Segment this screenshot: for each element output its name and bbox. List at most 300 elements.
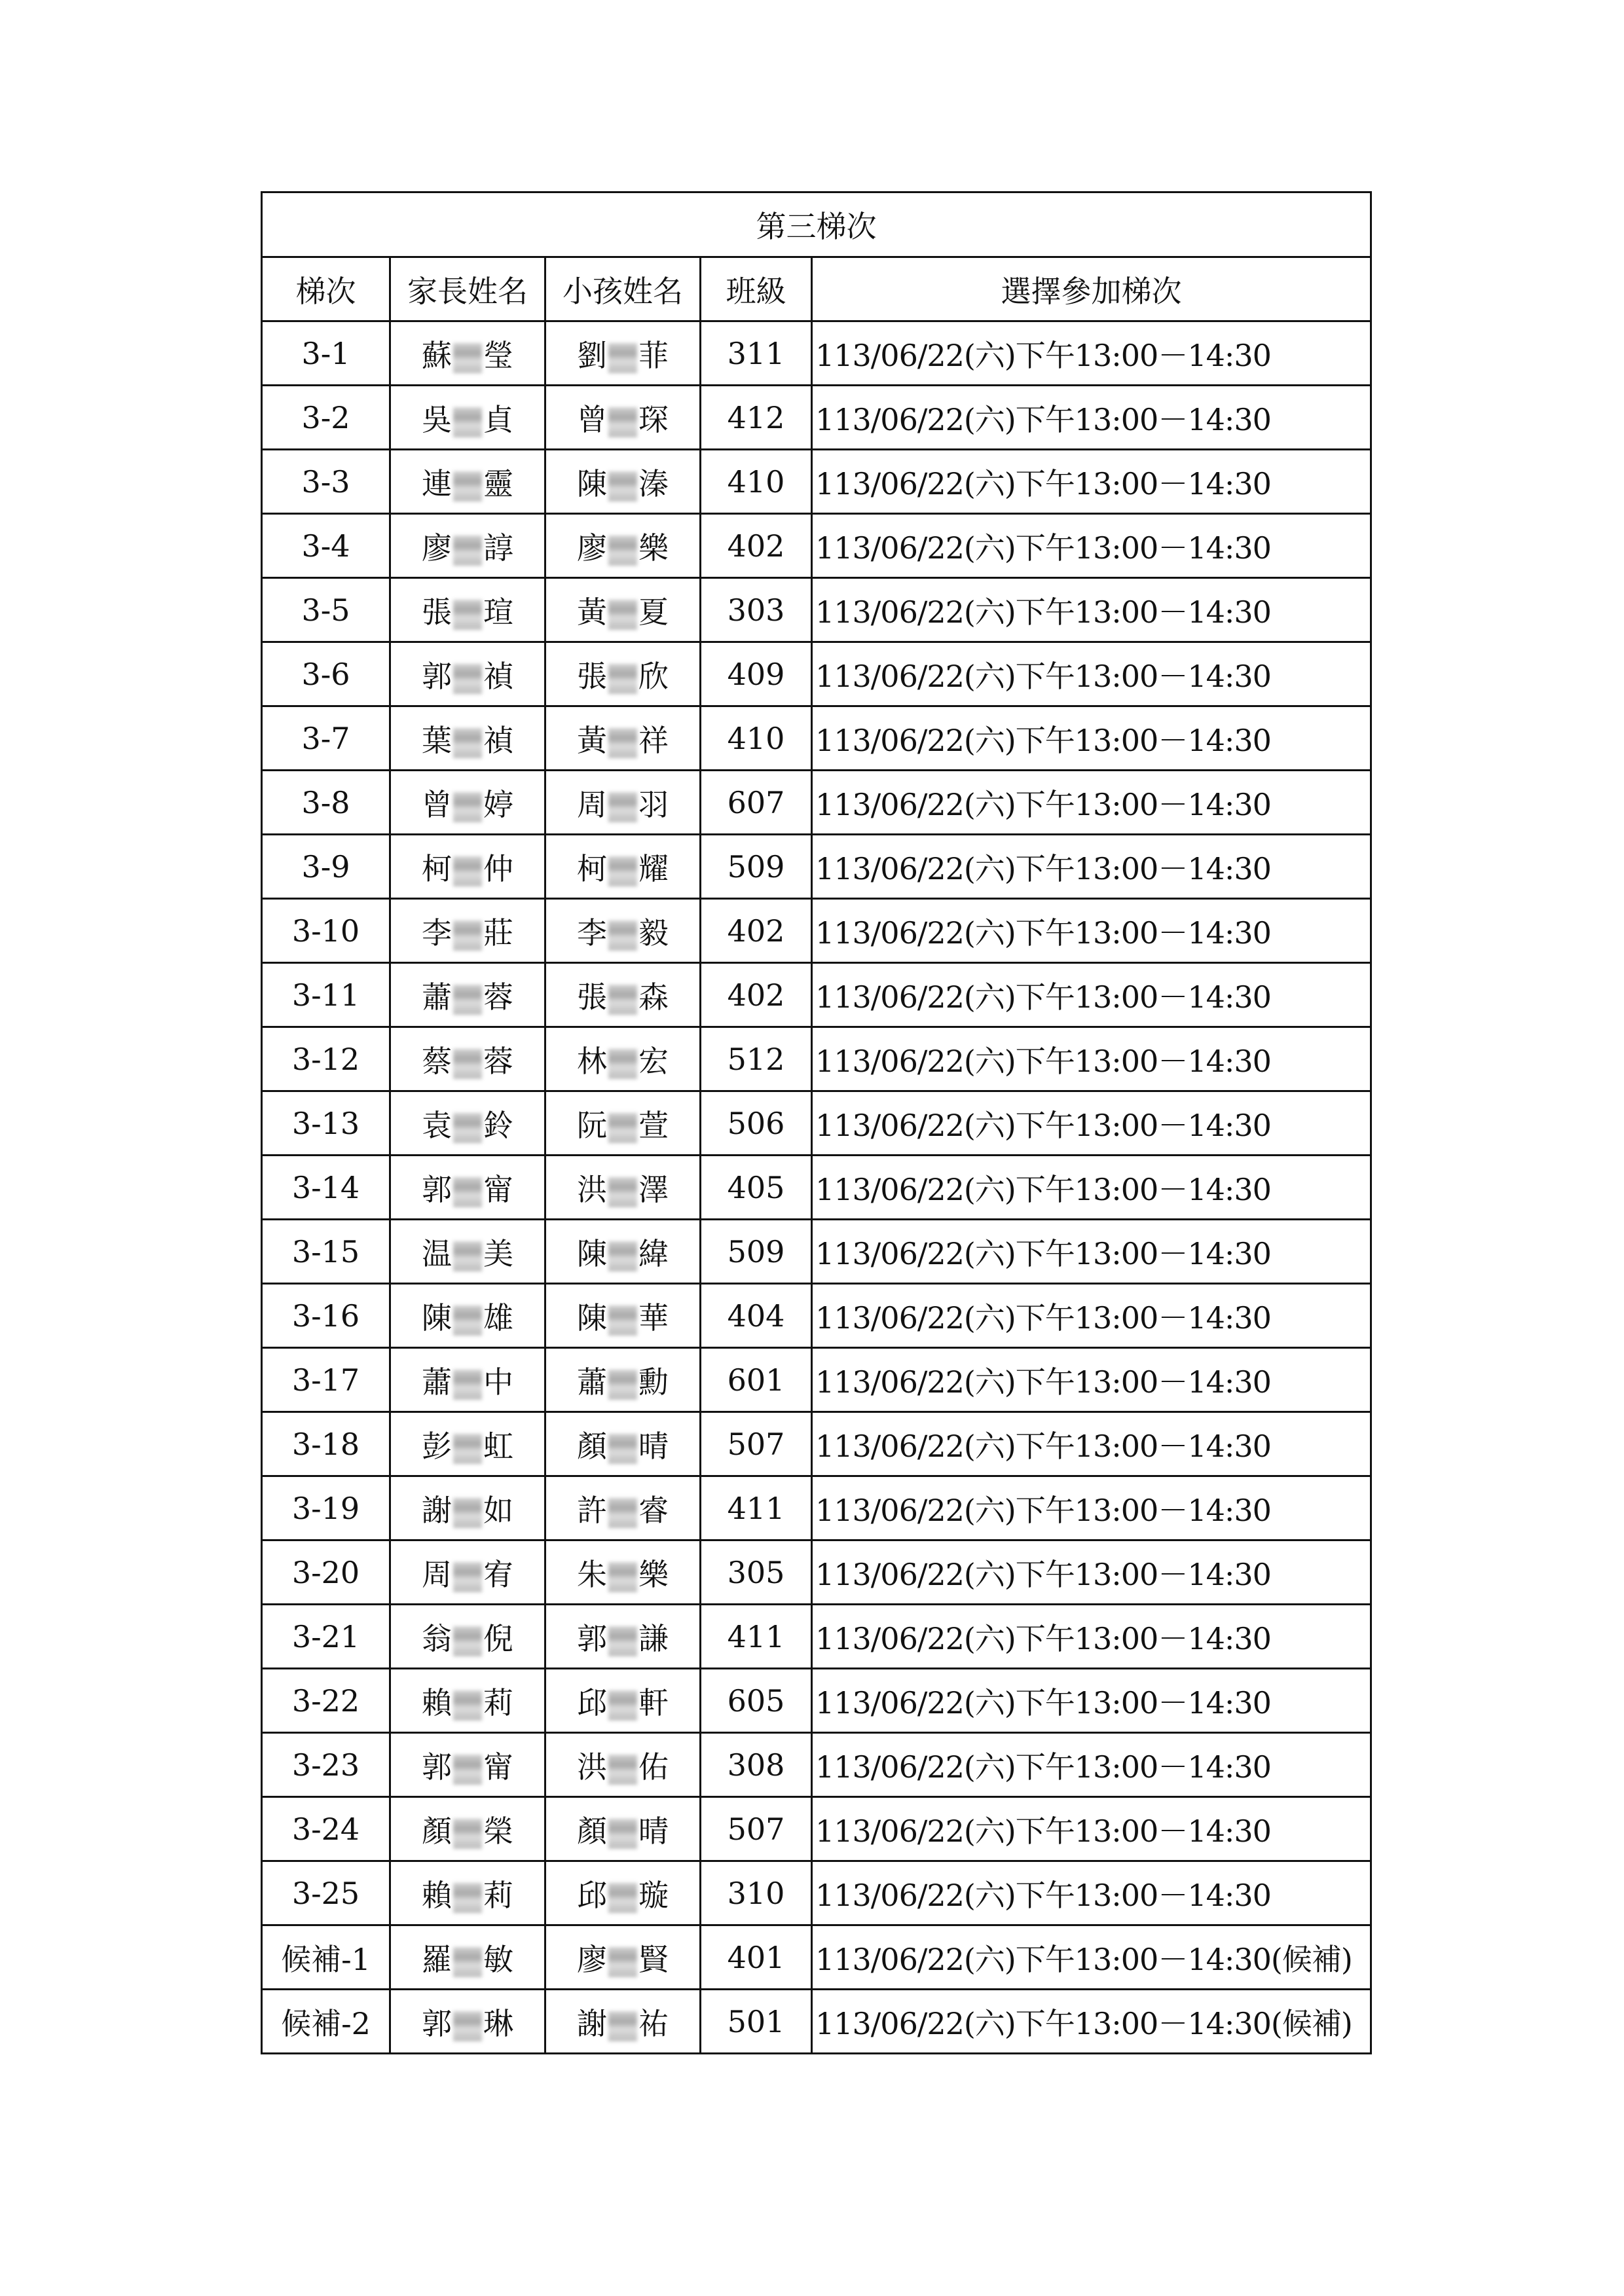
batch-id-cell: 3-19 — [262, 1476, 390, 1540]
redacted-character — [453, 471, 482, 501]
batch-id-cell: 3-20 — [262, 1540, 390, 1605]
parent-name-cell — [390, 321, 545, 386]
given-name-last-char: 祥 — [638, 722, 669, 758]
class-cell: 501 — [701, 1990, 812, 2054]
redacted-character — [453, 1049, 482, 1079]
child-name-cell — [545, 578, 701, 642]
parent-name-cell — [390, 1412, 545, 1476]
parent-name-cell — [390, 1797, 545, 1861]
parent-name-cell — [390, 963, 545, 1027]
title-row — [262, 192, 1371, 257]
class-cell: 410 — [701, 706, 812, 771]
redacted-character — [608, 856, 637, 886]
session-cell: 113/06/22(六)下午13:00－14:30 — [812, 835, 1371, 899]
surname: 顏 — [422, 1813, 452, 1849]
redacted-character — [608, 1498, 637, 1528]
batch-id-cell: 3-2 — [262, 386, 390, 450]
class-cell: 412 — [701, 386, 812, 450]
parent-name-cell — [390, 899, 545, 963]
child-name-cell — [545, 1669, 701, 1733]
surname: 張 — [577, 658, 607, 694]
redacted-character — [608, 985, 637, 1015]
session-cell: 113/06/22(六)下午13:00－14:30 — [812, 1284, 1371, 1348]
redacted-character — [608, 343, 637, 373]
surname: 邱 — [577, 1685, 607, 1721]
table-row — [262, 1990, 1371, 2054]
table-row — [262, 514, 1371, 578]
parent-name-cell — [390, 1669, 545, 1733]
given-name-last-char: 莉 — [483, 1685, 513, 1721]
surname: 邱 — [577, 1877, 607, 1913]
parent-name-cell — [390, 1605, 545, 1669]
table-row — [262, 963, 1371, 1027]
redacted-character — [453, 2011, 482, 2041]
batch-id-cell: 3-17 — [262, 1348, 390, 1412]
redacted-character — [453, 1305, 482, 1336]
surname: 張 — [577, 979, 607, 1015]
surname: 林 — [577, 1043, 607, 1079]
table-title: 第三梯次 — [262, 192, 1371, 257]
given-name-last-char: 鈴 — [483, 1107, 513, 1143]
table-row — [262, 1540, 1371, 1605]
child-name-cell — [545, 1412, 701, 1476]
surname: 黃 — [577, 594, 607, 630]
class-cell: 509 — [701, 835, 812, 899]
surname: 廖 — [577, 1941, 607, 1977]
parent-name-cell — [390, 1156, 545, 1220]
child-name-cell — [545, 1861, 701, 1925]
surname: 李 — [577, 915, 607, 951]
given-name-last-char: 緯 — [638, 1235, 669, 1271]
surname: 賴 — [422, 1685, 452, 1721]
parent-name-cell — [390, 835, 545, 899]
table-row — [262, 1861, 1371, 1925]
parent-name-cell — [390, 1284, 545, 1348]
redacted-character — [608, 792, 637, 822]
class-cell: 601 — [701, 1348, 812, 1412]
given-name-last-char: 華 — [638, 1300, 669, 1336]
surname: 黃 — [577, 722, 607, 758]
surname: 羅 — [422, 1941, 452, 1977]
table-row — [262, 386, 1371, 450]
batch-id-cell: 3-16 — [262, 1284, 390, 1348]
surname: 謝 — [422, 1492, 452, 1528]
redacted-character — [608, 2011, 637, 2041]
given-name-last-char: 森 — [638, 979, 669, 1015]
parent-name-cell — [390, 1540, 545, 1605]
session-cell: 113/06/22(六)下午13:00－14:30 — [812, 1412, 1371, 1476]
batch-id-cell: 3-21 — [262, 1605, 390, 1669]
table-body — [262, 321, 1371, 2054]
surname: 吳 — [422, 401, 452, 437]
child-name-cell — [545, 1027, 701, 1091]
parent-name-cell — [390, 1027, 545, 1091]
child-name-cell — [545, 1476, 701, 1540]
class-cell: 509 — [701, 1220, 812, 1284]
child-name-cell — [545, 1925, 701, 1990]
parent-name-cell — [390, 386, 545, 450]
class-cell: 607 — [701, 771, 812, 835]
session-cell: 113/06/22(六)下午13:00－14:30 — [812, 1156, 1371, 1220]
given-name-last-char: 禎 — [483, 722, 513, 758]
class-cell: 409 — [701, 642, 812, 706]
redacted-character — [453, 1113, 482, 1143]
given-name-last-char: 琳 — [483, 2005, 513, 2041]
surname: 郭 — [422, 1749, 452, 1785]
given-name-last-char: 夏 — [638, 594, 669, 630]
given-name-last-char: 蓉 — [483, 979, 513, 1015]
redacted-character — [608, 1049, 637, 1079]
header-child-name: 小孩姓名 — [545, 257, 701, 321]
given-name-last-char: 敏 — [483, 1941, 513, 1977]
given-name-last-char: 謙 — [638, 1620, 669, 1656]
surname: 蕭 — [577, 1364, 607, 1400]
session-cell: 113/06/22(六)下午13:00－14:30 — [812, 578, 1371, 642]
parent-name-cell — [390, 1476, 545, 1540]
session-cell: 113/06/22(六)下午13:00－14:30 — [812, 642, 1371, 706]
surname: 翁 — [422, 1620, 452, 1656]
given-name-last-char: 瑄 — [483, 594, 513, 630]
surname: 郭 — [422, 1171, 452, 1207]
child-name-cell — [545, 642, 701, 706]
redacted-character — [608, 1177, 637, 1207]
batch-id-cell: 3-9 — [262, 835, 390, 899]
given-name-last-char: 甯 — [483, 1749, 513, 1785]
child-name-cell — [545, 386, 701, 450]
parent-name-cell — [390, 1220, 545, 1284]
class-cell: 401 — [701, 1925, 812, 1990]
parent-name-cell — [390, 450, 545, 514]
schedule-table — [261, 191, 1372, 2054]
given-name-last-char: 晴 — [638, 1813, 669, 1849]
redacted-character — [453, 1755, 482, 1785]
session-cell: 113/06/22(六)下午13:00－14:30 — [812, 1348, 1371, 1412]
surname: 陳 — [577, 1235, 607, 1271]
session-cell: 113/06/22(六)下午13:00－14:30 — [812, 1220, 1371, 1284]
redacted-character — [453, 1370, 482, 1400]
child-name-cell — [545, 1797, 701, 1861]
given-name-last-char: 晴 — [638, 1428, 669, 1464]
header-batch: 梯次 — [262, 257, 390, 321]
batch-id-cell: 3-18 — [262, 1412, 390, 1476]
redacted-character — [608, 1305, 637, 1336]
redacted-character — [453, 407, 482, 437]
table-row — [262, 1091, 1371, 1156]
class-cell: 506 — [701, 1091, 812, 1156]
child-name-cell — [545, 1091, 701, 1156]
table-row — [262, 771, 1371, 835]
given-name-last-char: 琛 — [638, 401, 669, 437]
parent-name-cell — [390, 578, 545, 642]
child-name-cell — [545, 1540, 701, 1605]
parent-name-cell — [390, 1990, 545, 2054]
redacted-character — [453, 664, 482, 694]
parent-name-cell — [390, 1861, 545, 1925]
class-cell: 310 — [701, 1861, 812, 1925]
session-cell: 113/06/22(六)下午13:00－14:30 — [812, 1091, 1371, 1156]
child-name-cell — [545, 321, 701, 386]
table-row — [262, 1348, 1371, 1412]
redacted-character — [608, 1626, 637, 1656]
child-name-cell — [545, 1284, 701, 1348]
table-row — [262, 899, 1371, 963]
redacted-character — [608, 1113, 637, 1143]
surname: 蕭 — [422, 979, 452, 1015]
surname: 蔡 — [422, 1043, 452, 1079]
table-row — [262, 578, 1371, 642]
batch-id-cell: 3-23 — [262, 1733, 390, 1797]
given-name-last-char: 樂 — [638, 1556, 669, 1592]
batch-id-cell: 3-14 — [262, 1156, 390, 1220]
parent-name-cell — [390, 642, 545, 706]
redacted-character — [608, 664, 637, 694]
table-row — [262, 1925, 1371, 1990]
surname: 周 — [422, 1556, 452, 1592]
surname: 彭 — [422, 1428, 452, 1464]
table-row — [262, 321, 1371, 386]
surname: 蘇 — [422, 337, 452, 373]
child-name-cell — [545, 899, 701, 963]
surname: 郭 — [422, 658, 452, 694]
redacted-character — [608, 1755, 637, 1785]
given-name-last-char: 莊 — [483, 915, 513, 951]
given-name-last-char: 毅 — [638, 915, 669, 951]
redacted-character — [608, 536, 637, 566]
redacted-character — [453, 1626, 482, 1656]
batch-id-cell: 3-25 — [262, 1861, 390, 1925]
redacted-character — [608, 1819, 637, 1849]
child-name-cell — [545, 1733, 701, 1797]
class-cell: 402 — [701, 963, 812, 1027]
given-name-last-char: 榮 — [483, 1813, 513, 1849]
given-name-last-char: 宏 — [638, 1043, 669, 1079]
class-cell: 308 — [701, 1733, 812, 1797]
redacted-character — [453, 856, 482, 886]
surname: 顏 — [577, 1813, 607, 1849]
batch-id-cell: 3-4 — [262, 514, 390, 578]
class-cell: 402 — [701, 899, 812, 963]
table-row — [262, 450, 1371, 514]
redacted-character — [453, 536, 482, 566]
given-name-last-char: 羽 — [638, 786, 669, 822]
given-name-last-char: 甯 — [483, 1171, 513, 1207]
given-name-last-char: 倪 — [483, 1620, 513, 1656]
parent-name-cell — [390, 706, 545, 771]
surname: 許 — [577, 1492, 607, 1528]
child-name-cell — [545, 450, 701, 514]
child-name-cell — [545, 1605, 701, 1669]
batch-id-cell: 3-22 — [262, 1669, 390, 1733]
batch-id-cell: 3-11 — [262, 963, 390, 1027]
class-cell: 411 — [701, 1605, 812, 1669]
given-name-last-char: 仲 — [483, 850, 513, 886]
class-cell: 507 — [701, 1797, 812, 1861]
surname: 李 — [422, 915, 452, 951]
table-row — [262, 706, 1371, 771]
table-row — [262, 1156, 1371, 1220]
redacted-character — [608, 600, 637, 630]
session-cell: 113/06/22(六)下午13:00－14:30 — [812, 386, 1371, 450]
surname: 謝 — [577, 2005, 607, 2041]
parent-name-cell — [390, 1091, 545, 1156]
parent-name-cell — [390, 771, 545, 835]
session-cell: 113/06/22(六)下午13:00－14:30 — [812, 1540, 1371, 1605]
header-class: 班級 — [701, 257, 812, 321]
given-name-last-char: 諄 — [483, 530, 513, 566]
class-cell: 411 — [701, 1476, 812, 1540]
child-name-cell — [545, 706, 701, 771]
child-name-cell — [545, 514, 701, 578]
child-name-cell — [545, 1220, 701, 1284]
redacted-character — [453, 920, 482, 951]
surname: 周 — [577, 786, 607, 822]
table-row — [262, 1284, 1371, 1348]
given-name-last-char: 佑 — [638, 1749, 669, 1785]
redacted-character — [453, 728, 482, 758]
session-cell: 113/06/22(六)下午13:00－14:30 — [812, 1605, 1371, 1669]
surname: 蕭 — [422, 1364, 452, 1400]
redacted-character — [608, 1241, 637, 1271]
table-row — [262, 1412, 1371, 1476]
parent-name-cell — [390, 1925, 545, 1990]
surname: 洪 — [577, 1749, 607, 1785]
given-name-last-char: 莉 — [483, 1877, 513, 1913]
session-cell: 113/06/22(六)下午13:00－14:30 — [812, 321, 1371, 386]
redacted-character — [453, 1241, 482, 1271]
child-name-cell — [545, 1156, 701, 1220]
session-cell: 113/06/22(六)下午13:00－14:30 — [812, 706, 1371, 771]
session-cell: 113/06/22(六)下午13:00－14:30 — [812, 899, 1371, 963]
redacted-character — [608, 920, 637, 951]
surname: 張 — [422, 594, 452, 630]
batch-id-cell: 3-10 — [262, 899, 390, 963]
surname: 曾 — [422, 786, 452, 822]
batch-id-cell: 3-24 — [262, 1797, 390, 1861]
redacted-character — [608, 1947, 637, 1977]
redacted-character — [453, 1498, 482, 1528]
surname: 温 — [422, 1235, 452, 1271]
table-row — [262, 1027, 1371, 1091]
session-cell: 113/06/22(六)下午13:00－14:30 — [812, 514, 1371, 578]
given-name-last-char: 欣 — [638, 658, 669, 694]
session-cell: 113/06/22(六)下午13:00－14:30 — [812, 1027, 1371, 1091]
child-name-cell — [545, 963, 701, 1027]
class-cell: 512 — [701, 1027, 812, 1091]
redacted-character — [608, 471, 637, 501]
surname: 洪 — [577, 1171, 607, 1207]
child-name-cell — [545, 771, 701, 835]
given-name-last-char: 貞 — [483, 401, 513, 437]
batch-id-cell: 3-1 — [262, 321, 390, 386]
header-parent-name: 家長姓名 — [390, 257, 545, 321]
redacted-character — [608, 1434, 637, 1464]
batch-id-cell: 3-13 — [262, 1091, 390, 1156]
surname: 柯 — [577, 850, 607, 886]
redacted-character — [453, 343, 482, 373]
given-name-last-char: 睿 — [638, 1492, 669, 1528]
table-row — [262, 835, 1371, 899]
batch-id-cell: 3-8 — [262, 771, 390, 835]
surname: 阮 — [577, 1107, 607, 1143]
redacted-character — [453, 1177, 482, 1207]
child-name-cell — [545, 1348, 701, 1412]
parent-name-cell — [390, 1348, 545, 1412]
class-cell: 311 — [701, 321, 812, 386]
redacted-character — [608, 1883, 637, 1913]
batch-id-cell: 3-5 — [262, 578, 390, 642]
table-row — [262, 642, 1371, 706]
header-selected-session: 選擇參加梯次 — [812, 257, 1371, 321]
class-cell: 410 — [701, 450, 812, 514]
table-row — [262, 1797, 1371, 1861]
redacted-character — [453, 1434, 482, 1464]
redacted-character — [608, 728, 637, 758]
given-name-last-char: 靈 — [483, 465, 513, 501]
table-row — [262, 1220, 1371, 1284]
redacted-character — [608, 407, 637, 437]
given-name-last-char: 蓉 — [483, 1043, 513, 1079]
batch-id-cell: 3-12 — [262, 1027, 390, 1091]
header-row — [262, 257, 1371, 321]
table-row — [262, 1605, 1371, 1669]
redacted-character — [453, 1883, 482, 1913]
surname: 陳 — [422, 1300, 452, 1336]
session-cell: 113/06/22(六)下午13:00－14:30 — [812, 1476, 1371, 1540]
given-name-last-char: 樂 — [638, 530, 669, 566]
redacted-character — [453, 600, 482, 630]
redacted-character — [608, 1562, 637, 1592]
given-name-last-char: 婷 — [483, 786, 513, 822]
surname: 曾 — [577, 401, 607, 437]
given-name-last-char: 虹 — [483, 1428, 513, 1464]
given-name-last-char: 菲 — [638, 337, 669, 373]
given-name-last-char: 禎 — [483, 658, 513, 694]
session-cell: 113/06/22(六)下午13:00－14:30 — [812, 771, 1371, 835]
surname: 陳 — [577, 465, 607, 501]
session-cell: 113/06/22(六)下午13:00－14:30 — [812, 1669, 1371, 1733]
class-cell: 303 — [701, 578, 812, 642]
batch-id-cell: 候補-2 — [262, 1990, 390, 2054]
surname: 葉 — [422, 722, 452, 758]
surname: 朱 — [577, 1556, 607, 1592]
given-name-last-char: 宥 — [483, 1556, 513, 1592]
parent-name-cell — [390, 514, 545, 578]
given-name-last-char: 璇 — [638, 1877, 669, 1913]
batch-id-cell: 3-7 — [262, 706, 390, 771]
session-cell: 113/06/22(六)下午13:00－14:30 — [812, 450, 1371, 514]
session-cell: 113/06/22(六)下午13:00－14:30 — [812, 1733, 1371, 1797]
surname: 廖 — [422, 530, 452, 566]
given-name-last-char: 祐 — [638, 2005, 669, 2041]
session-cell: 113/06/22(六)下午13:00－14:30 — [812, 1861, 1371, 1925]
session-cell: 113/06/22(六)下午13:00－14:30(候補) — [812, 1990, 1371, 2054]
class-cell: 507 — [701, 1412, 812, 1476]
surname: 陳 — [577, 1300, 607, 1336]
redacted-character — [453, 1819, 482, 1849]
given-name-last-char: 美 — [483, 1235, 513, 1271]
child-name-cell — [545, 1990, 701, 2054]
given-name-last-char: 勳 — [638, 1364, 669, 1400]
surname: 顏 — [577, 1428, 607, 1464]
table-row — [262, 1733, 1371, 1797]
child-name-cell — [545, 835, 701, 899]
table-row — [262, 1669, 1371, 1733]
class-cell: 605 — [701, 1669, 812, 1733]
class-cell: 305 — [701, 1540, 812, 1605]
surname: 柯 — [422, 850, 452, 886]
batch-id-cell: 3-15 — [262, 1220, 390, 1284]
class-cell: 402 — [701, 514, 812, 578]
